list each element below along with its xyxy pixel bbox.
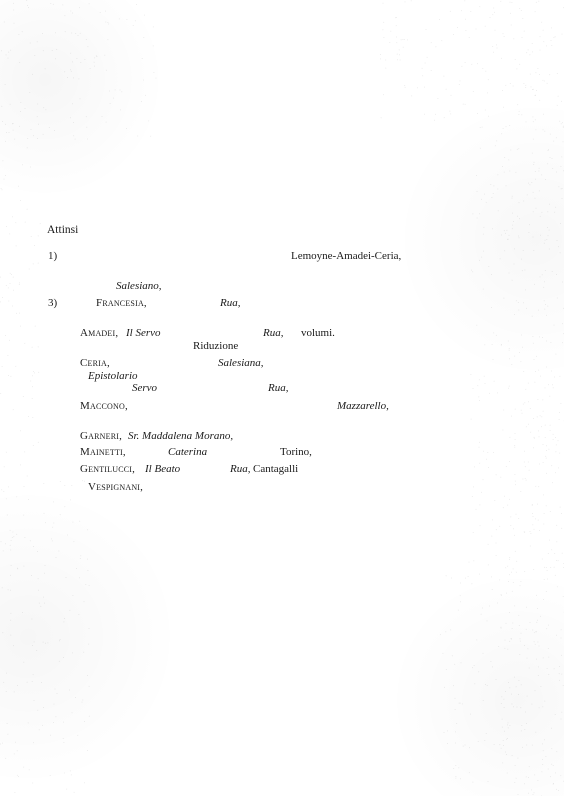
citation-author: Garneri, [80, 430, 123, 442]
citation-author: Gentilucci, [80, 463, 136, 475]
citation-title-fragment: Rua, [220, 297, 241, 309]
citation-title-fragment: Mazzarello, [337, 400, 389, 412]
citation-author: Lemoyne-Amadei-Ceria, [291, 250, 402, 262]
section-heading: Attinsi [47, 224, 79, 236]
citation-title-fragment: Rua, [230, 463, 251, 475]
citation-title-fragment: Epistolario [88, 370, 138, 382]
citation-author: Mainetti, [80, 446, 126, 458]
citation-title-fragment: Rua, [268, 382, 289, 394]
citation-title-fragment: Rua, [263, 327, 284, 339]
citation-author: Vespignani, [88, 481, 144, 493]
note-number-3: 3) [48, 297, 58, 309]
citation-title-fragment: Sr. Maddalena Morano, [128, 430, 234, 442]
citation-text: Riduzione [193, 340, 239, 352]
note-number-1: 1) [48, 250, 58, 262]
citation-author: Francesia, [96, 297, 147, 309]
citation-publisher: Cantagalli [253, 463, 299, 475]
citation-place: Torino, [280, 446, 312, 458]
citation-author: Amadei, [80, 327, 119, 339]
citation-title-fragment: Caterina [168, 446, 208, 458]
citation-title-fragment: Salesiana, [218, 357, 264, 369]
citation-author: Ceria, [80, 357, 110, 369]
citation-title-fragment: Il Servo [126, 327, 161, 339]
citation-author: Maccono, [80, 400, 128, 412]
citation-title-fragment: Salesiano, [116, 280, 162, 292]
citation-title-fragment: Il Beato [145, 463, 181, 475]
citation-text: volumi. [301, 327, 335, 339]
citation-title-fragment: Servo [132, 382, 158, 394]
